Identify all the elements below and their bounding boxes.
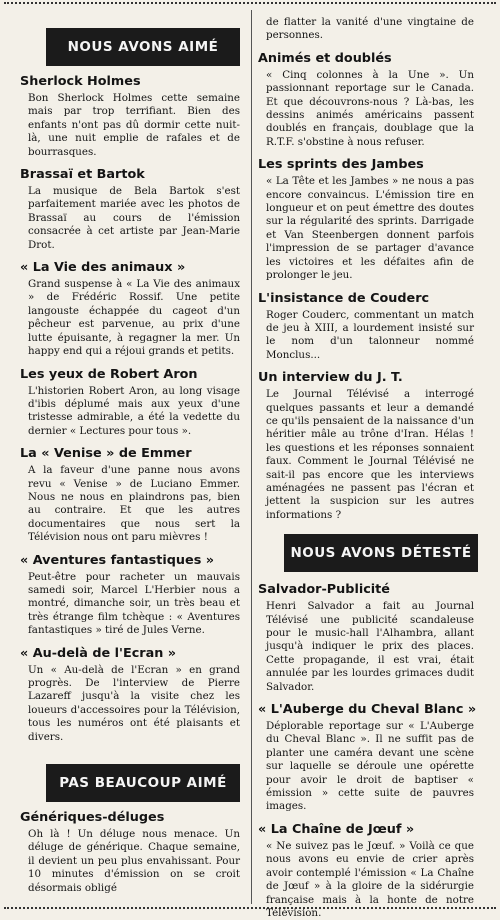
article-title: La « Venise » de Emmer [20, 446, 192, 462]
article-venise-emmer [20, 446, 246, 544]
article-title: Salvador-Publicité [258, 582, 390, 598]
article-title: « La Chaîne de Jœuf » [258, 821, 415, 837]
article-insistance-couderc [258, 291, 480, 363]
article-text: Grand suspense à « La Vie des animaux » de Frédéric Rossif. Une petite langouste échappée du cageot d'un pêcheur est parvenue, au prix d'une lutte épuisante, à regagner la mer. Un happy end qui a réjoui grands et petits. [28, 278, 240, 358]
article-auberge-cheval-blanc [258, 702, 480, 814]
article-vie-des-animaux [20, 260, 246, 358]
article-text: Peut-être pour racheter un mauvais samedi soir, Marcel L'Herbier nous a montré, dimanche soir, un très beau et très étrange film tchèque : « Aventures fantastiques » tiré de Jules Verne. [28, 570, 240, 637]
article-brassai-bartok [20, 167, 246, 252]
article-text: La musique de Bela Bartok s'est parfaitement mariée avec les photos de Brassaï au cours de l'émission consacrée à cet artiste par Jean-Marie Drot. [28, 185, 240, 251]
left-column [20, 10, 246, 904]
article-text: L'historien Robert Aron, au long visage d'ibis déplumé mais aux yeux d'une tristesse admirable, a été la vedette du dernier « Lectures pour tous ». [28, 384, 240, 437]
article-salvador-publicite [258, 582, 480, 694]
hated-banner: NOUS AVONS DÉTESTÉ [284, 534, 478, 572]
article-text: « Cinq colonnes à la Une ». Un passionnant reportage sur le Canada. Et que découvrons-nous ? Là-bas, les dessins animés américains passent doublés en français, doublage que la R.T.F. s'obstine à nous refuser. [266, 68, 474, 148]
article-text: A la faveur d'une panne nous avons revu « Venise » de Luciano Emmer. Nous ne nous en plaindrons pas, bien au contraire. Et que les autres documentaires que nous sert la Télévision nous ont paru mièvres ! [28, 464, 240, 544]
column-divider [251, 10, 252, 904]
article-title: Sherlock Holmes [20, 74, 141, 89]
article-title: « L'Auberge du Cheval Blanc » [258, 702, 477, 718]
article-text: « Ne suivez pas le Jœuf. » Voilà ce que nous avons eu envie de crier après avoir contemplé l'émission « La Chaîne de Jœuf » à la gloire de la sidérurgie française mais à la honte de notre Télévision. [266, 839, 474, 919]
article-text: Oh là ! Un déluge nous menace. Un déluge de générique. Chaque semaine, il devient un peu plus envahissant. Pour 10 minutes d'émission on se croit désormais obligé [28, 828, 240, 894]
article-title: Les sprints des Jambes [258, 157, 424, 173]
article-robert-aron [20, 367, 246, 439]
top-dotted-border [4, 2, 496, 7]
article-text: Un « Au-delà de l'Ecran » en grand progrès. De l'interview de Pierre Lazareff jusqu'à la visite chez les loueurs d'accessoires pour la Télévision, tous les numéros ont été plaisants et divers. [28, 663, 240, 743]
continuation-text: de flatter la vanité d'une vingtaine de personnes. [266, 16, 474, 42]
article-aventures-fantastiques [20, 553, 246, 638]
article-animes-doubles [258, 51, 480, 149]
article-title: Un interview du J. T. [258, 370, 403, 386]
article-title: « La Vie des animaux » [20, 260, 186, 276]
article-text: « La Tête et les Jambes » ne nous a pas encore convaincus. L'émission tire en longueur et on peut émettre des doutes sur la régularité des sprints. Darrigade et Van Steenbergen donnent parfois l'impression de se partager d'avance les victoires et les défaites afin de prolonger le jeu. [266, 175, 474, 282]
article-text: Bon Sherlock Holmes cette semaine mais par trop terrifiant. Bien des enfants n'ont pas dû dormir cette nuit-là, une nuit emplie de rafales et de bourrasques. [28, 92, 240, 158]
article-chaine-de-joeuf [258, 822, 480, 920]
article-text: Henri Salvador a fait au Journal Télévisé une publicité scandaleuse pour le music-hall l'Alhambra, allant jusqu'à indiquer le prix des places. Cette propagande, il est vrai, était annulée par les lourdes grimaces dudit Salvador. [266, 600, 474, 693]
article-text: Le Journal Télévisé a interrogé quelques passants et leur a demandé ce qu'ils pensaient de la naissance d'un héritier mâle au trône d'Iran. Hélas ! les questions et les réponses sonnaient faux. Comment le Journal Télévisé ne sait-il pas encore que les interviews aménagées ne passent pas l'écran et jettent la suspicion sur les autres informations ? [266, 388, 474, 521]
article-title: « Au-delà de l'Ecran » [20, 645, 177, 661]
article-au-dela-de-l-ecran [20, 646, 246, 744]
moderate-banner: PAS BEAUCOUP AIMÉ [46, 764, 240, 802]
article-interview-jt [258, 370, 480, 522]
article-title: Les yeux de Robert Aron [20, 366, 198, 382]
article-title: L'insistance de Couderc [258, 290, 430, 306]
article-text: Roger Couderc, commentant un match de jeu à XIII, a lourdement insisté sur le nom d'un talonneur nommé Monclus... [266, 308, 474, 361]
article-text: Déplorable reportage sur « L'Auberge du Cheval Blanc ». Il ne suffit pas de planter une caméra devant une scène sur laquelle se déroule une opérette pour avoir le droit de baptiser « émission » cette suite de pauvres images. [266, 720, 474, 813]
article-title: « Aventures fantastiques » [20, 552, 215, 568]
liked-banner: NOUS AVONS AIMÉ [46, 28, 240, 66]
article-title: Animés et doublés [258, 50, 392, 66]
article-sprints-des-jambes [258, 157, 480, 282]
article-title: Génériques-déluges [20, 810, 165, 826]
article-generiques-deluges [20, 810, 246, 895]
article-title: Brassaï et Bartok [20, 167, 145, 183]
right-column [258, 10, 480, 919]
article-sherlock-holmes [20, 74, 246, 159]
